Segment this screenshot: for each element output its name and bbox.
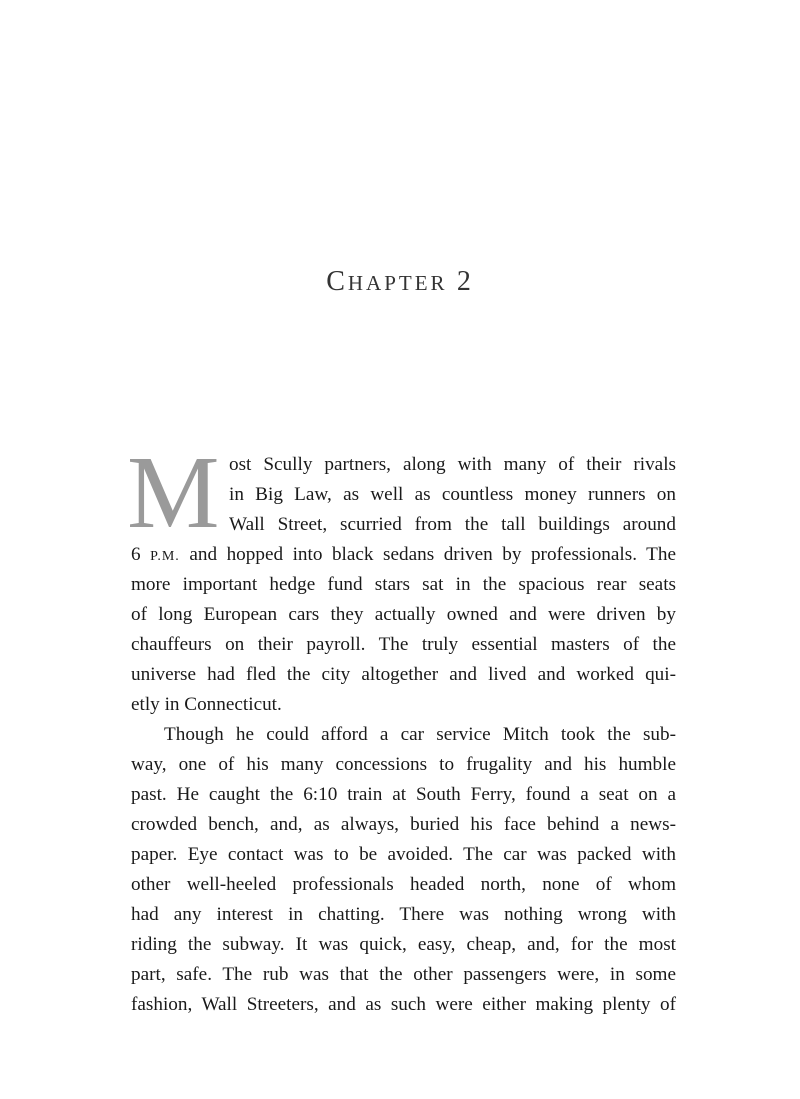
chapter-word-rest: HAPTER: [347, 271, 448, 295]
chapter-heading: [0, 266, 800, 298]
text-line: way, one of his many concessions to frugality and his humble: [131, 754, 676, 775]
text-line: universe had fled the city altogether and lived and worked qui-: [131, 664, 676, 685]
text-line: chauffeurs on their payroll. The truly essential masters of the: [131, 634, 676, 655]
text-line: fashion, Wall Streeters, and as such were either making plenty of: [131, 994, 676, 1015]
time-pm: P.M.: [150, 549, 180, 564]
body-text: [127, 435, 677, 1020]
chapter-number: 2: [456, 266, 474, 297]
chapter-first-letter: C: [326, 266, 348, 297]
line-rest: and hopped into black sedans driven by professionals. The: [189, 544, 677, 565]
text-line: other well-heeled professionals headed north, none of whom: [131, 874, 676, 895]
text-line: ost Scully partners, along with many of their rivals: [229, 454, 676, 475]
text-line: in Big Law, as well as countless money runners on: [229, 484, 676, 505]
time-number: 6: [131, 544, 141, 565]
text-line: etly in Connecticut.: [131, 694, 282, 715]
paragraph-2: [131, 720, 676, 1020]
text-line: past. He caught the 6:10 train at South Ferry, found a seat on a: [131, 784, 676, 805]
text-line: had any interest in chatting. There was nothing wrong with: [131, 904, 676, 925]
paragraph-1: [127, 435, 677, 720]
text-line: crowded bench, and, as always, buried his face behind a news-: [131, 814, 676, 835]
text-line: more important hedge fund stars sat in the spacious rear seats: [131, 574, 676, 595]
text-line: riding the subway. It was quick, easy, cheap, and, for the most: [131, 934, 676, 955]
text-line: part, safe. The rub was that the other passengers were, in some: [131, 964, 676, 985]
drop-cap: M: [127, 435, 220, 550]
text-line: of long European cars they actually owned and were driven by: [131, 604, 676, 625]
text-line: Though he could afford a car service Mitch took the sub-: [164, 724, 676, 745]
text-line: Wall Street, scurried from the tall buildings around: [229, 514, 676, 535]
text-line: paper. Eye contact was to be avoided. The car was packed with: [131, 844, 676, 865]
